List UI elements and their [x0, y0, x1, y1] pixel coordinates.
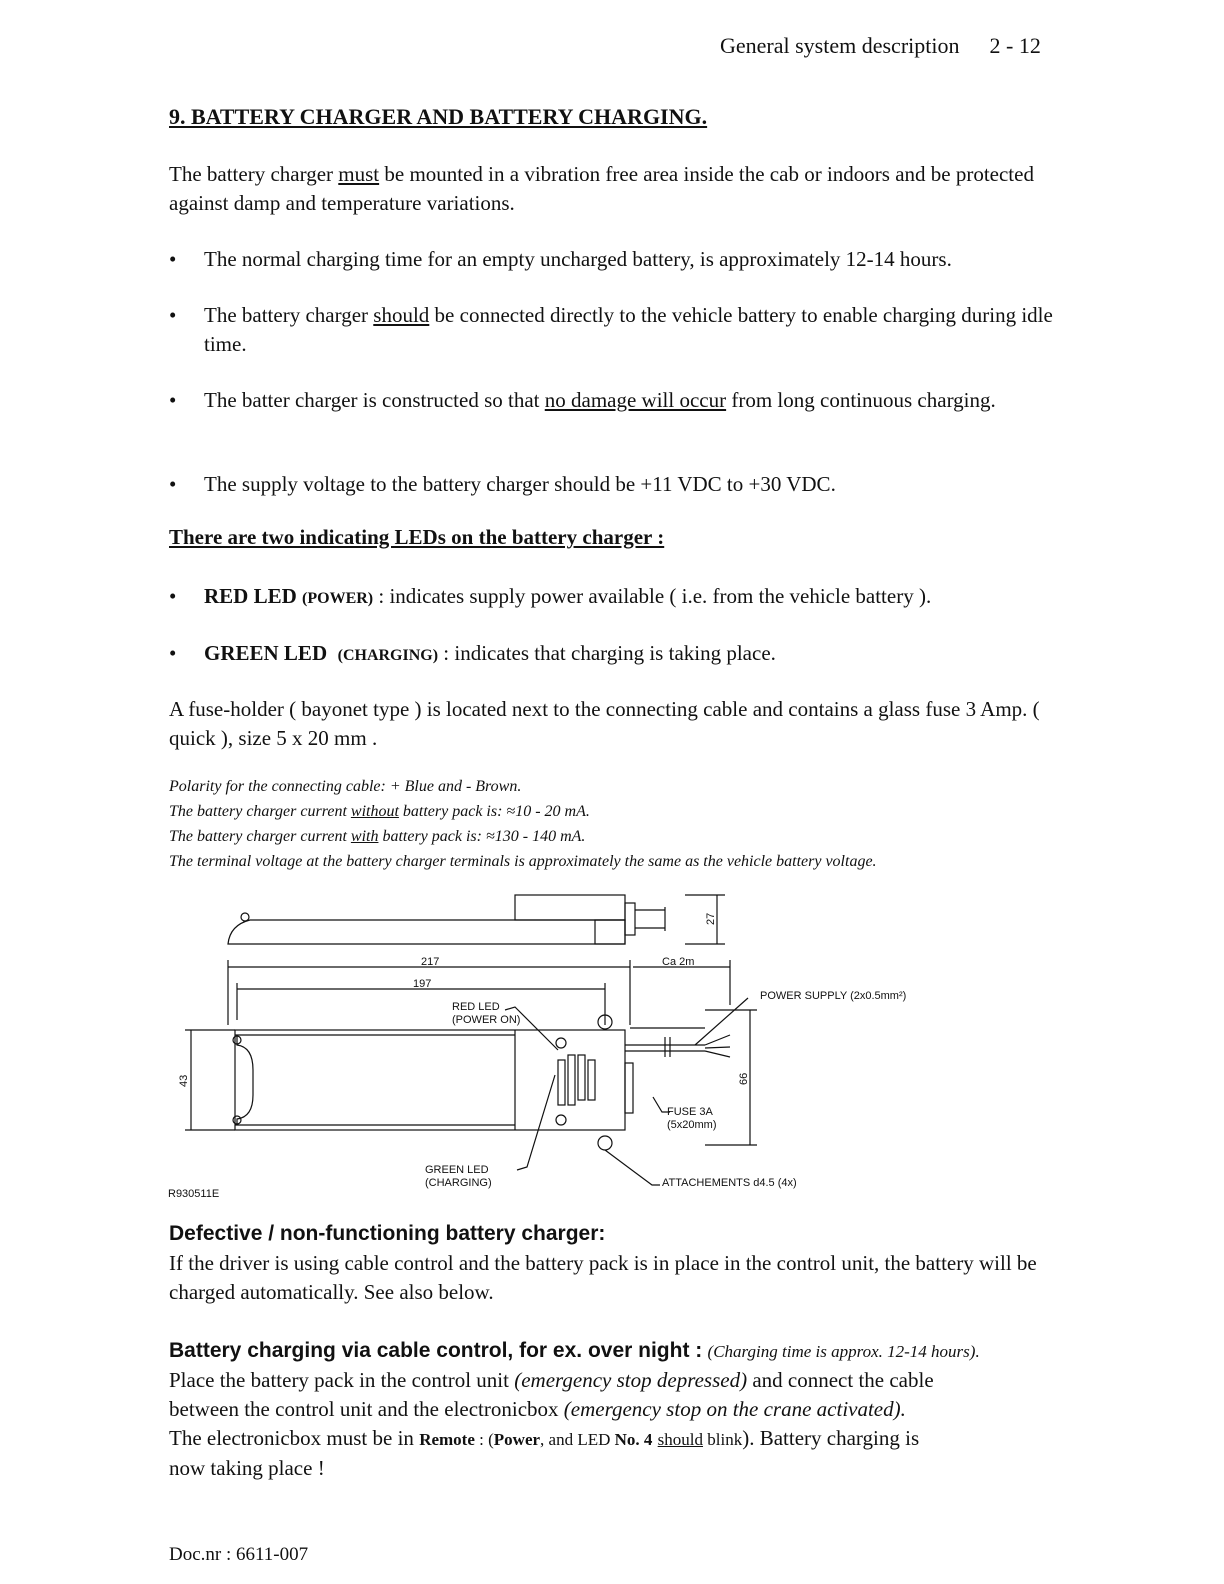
cable-heading-line: Battery charging via cable control, for ex. over night : (Charging time is approx. 12-14 hours). [169, 1339, 980, 1362]
page-header [720, 33, 1041, 59]
red-led-sublabel: (POWER ON) [452, 1014, 521, 1026]
bullet-dot: • [169, 303, 177, 327]
bullet-text: RED LED (POWER) : indicates supply power available ( i.e. from the vehicle battery ). [204, 584, 932, 608]
section-title: 9. BATTERY CHARGER AND BATTERY CHARGING. [169, 104, 708, 129]
note-polarity: Polarity for the connecting cable: + Blue and - Brown. [169, 778, 522, 795]
defective-text: If the driver is using cable control and the battery pack is in place in the control unit, the battery will be charged automatically. See also below. [169, 1251, 1037, 1304]
cable-line-2: Place the battery pack in the control unit (emergency stop depressed) and connect the cable [169, 1368, 934, 1392]
dim-217: 217 [421, 956, 440, 968]
bullet-dot: • [169, 641, 177, 665]
defective-heading: Defective / non-functioning battery charger: [169, 1222, 606, 1245]
dim-197: 197 [413, 978, 432, 990]
green-led-label: GREEN LED [425, 1164, 489, 1176]
power-supply-label: POWER SUPPLY (2x0.5mm²) [760, 990, 907, 1002]
dim-27: 27 [705, 912, 717, 925]
bullet-text: The batter charger is constructed so that no damage will occur from long continuous charging. [204, 388, 996, 412]
dim-43: 43 [178, 1074, 190, 1087]
leds-heading: There are two indicating LEDs on the battery charger : [169, 525, 665, 549]
cable-line-5: now taking place ! [169, 1456, 325, 1480]
bullet-text: The normal charging time for an empty uncharged battery, is approximately 12-14 hours. [204, 247, 952, 271]
bullet-dot: • [169, 584, 177, 608]
bullet-text: The battery charger should be connected directly to the vehicle battery to enable charging during idle time. [204, 303, 1053, 356]
fuse-label: FUSE 3A [667, 1106, 713, 1118]
cable-line-3: between the control unit and the electronicbox (emergency stop on the crane activated). [169, 1397, 906, 1421]
charger-side-view [228, 895, 725, 944]
cable-line-4: The electronicbox must be in Remote : (Power, and LED No. 4 should blink). Battery charging is [169, 1426, 920, 1450]
intro-text-1: The battery charger [169, 162, 339, 186]
header-page-number: 2 - 12 [989, 33, 1041, 58]
dim-66: 66 [738, 1072, 750, 1085]
note-current-without: The battery charger current without battery pack is: ≈10 - 20 mA. [169, 803, 590, 820]
bullet-dot: • [169, 472, 177, 496]
charger-dimension-drawing [165, 885, 907, 1205]
dim-ca-2m: Ca 2m [662, 956, 695, 968]
fuse-sublabel: (5x20mm) [667, 1119, 717, 1131]
red-led-label: RED LED [452, 1001, 500, 1013]
bullet-text: The supply voltage to the battery charger should be +11 VDC to +30 VDC. [204, 472, 836, 496]
green-led-sublabel: (CHARGING) [425, 1177, 492, 1189]
intro-text-2: be mounted in a vibration free area inside the cab or indoors and be protected against damp and temperature variations. [169, 162, 1034, 215]
note-current-with: The battery charger current with battery pack is: ≈130 - 140 mA. [169, 828, 586, 845]
intro-must: must [338, 162, 380, 186]
bullet-text: GREEN LED (CHARGING) : indicates that charging is taking place. [204, 641, 776, 665]
footer-doc-number: Doc.nr : 6611-007 [169, 1544, 309, 1565]
leader-lines [505, 998, 748, 1185]
intro-paragraph [169, 160, 1079, 218]
cable-charging-section [169, 1336, 1069, 1483]
fuse-paragraph: A fuse-holder ( bayonet type ) is located next to the connecting cable and contains a glass fuse 3 Amp. ( quick ), size 5 x 20 mm . [169, 697, 1040, 750]
bullet-dot: • [169, 388, 177, 412]
header-section: General system description [720, 33, 960, 58]
bullet-dot: • [169, 247, 177, 271]
note-terminal-voltage: The terminal voltage at the battery charger terminals is approximately the same as the vehicle battery voltage. [169, 853, 877, 870]
drawing-reference: R930511E [168, 1188, 220, 1200]
attachments-label: ATTACHEMENTS d4.5 (4x) [662, 1177, 797, 1189]
